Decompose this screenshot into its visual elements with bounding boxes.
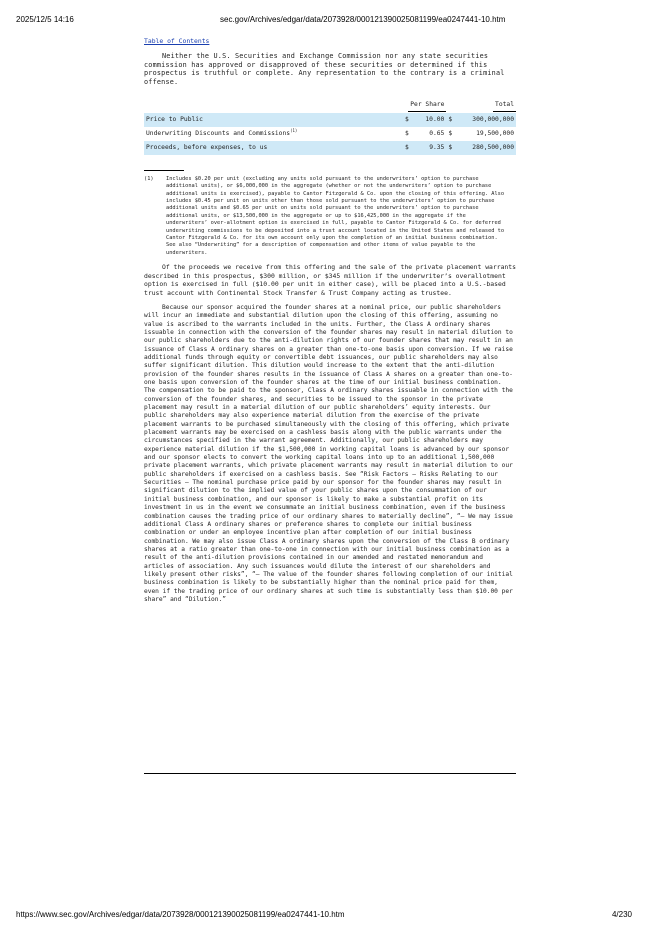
table-row bbox=[144, 113, 516, 127]
table-row bbox=[144, 141, 516, 155]
footnote-text: Includes $0.20 per unit (excluding any units sold pursuant to the underwriters’ option to purchase additional units), or $6,000,000 in the aggregate (whether or not the underwriters’ option to purchase additional units is exercised), payable to Cantor Fitzgerald & Co. upon the closing of this offering. Also includes $0.45 per unit on units other than those sold pursuant to the underwriters’ option to purchase additional units and $0.65 per unit on units sold pursuant to the underwriters’ option to purchase additional units, or $13,500,000 in the aggregate or up to $16,425,000 in the aggregate if the underwriters’ over-allotment option is exercised in full, payable to Cantor Fitzgerald & Co. for deferred underwriting commissions to be deposited into a trust account located in the United States and released to Cantor Fitzgerald & Co. for its own account only upon the completion of an initial business combination. See also “Underwriting” for a description of compensation and other items of value payable to the underwriters. bbox=[166, 175, 505, 256]
row-total: 300,000,000 bbox=[460, 113, 516, 127]
print-datetime: 2025/12/5 14:16 bbox=[16, 15, 74, 24]
footnote bbox=[144, 176, 516, 257]
row-total: 280,500,000 bbox=[460, 141, 516, 155]
table-of-contents-link[interactable]: Table of Contents bbox=[144, 37, 210, 45]
row-currency: $ bbox=[446, 141, 460, 155]
row-per-share: 9.35 bbox=[417, 141, 446, 155]
row-currency: $ bbox=[448, 129, 453, 137]
footnote-mark: (1) bbox=[144, 175, 154, 182]
trust-proceeds-paragraph: Of the proceeds we receive from this offering and the sale of the private placement warrants described in this prospectus, $300 million, or $345 million if the underwriter’s overallotment option is exercised in full ($10.00 per unit in either case), will be placed into a U.S.-based trust account with Continental Stock Transfer & Trust Company acting as trustee. bbox=[144, 263, 516, 297]
print-page-title: sec.gov/Archives/edgar/data/2073928/000121390025081199/ea0247441-10.htm bbox=[220, 15, 506, 24]
document-body bbox=[144, 37, 516, 604]
row-per-share: 10.00 bbox=[417, 113, 446, 127]
row-label: Price to Public bbox=[144, 113, 403, 127]
per-share-header: Per Share bbox=[408, 101, 446, 111]
total-header: Total bbox=[493, 101, 516, 111]
print-page-count: 4/230 bbox=[611, 910, 632, 919]
print-url: https://www.sec.gov/Archives/edgar/data/2073928/000121390025081199/ea0247441-10.htm bbox=[16, 910, 345, 919]
row-total: 19,500,000 bbox=[476, 129, 514, 137]
dilution-paragraph: Because our sponsor acquired the founder shares at a nominal price, our public shareholders will incur an immediate and substantial dilution upon the closing of this offering, assuming no value is ascribed to the warrants included in the units. Further, the Class A ordinary shares issuable in connection with the conversion of the founder shares may result in material dilution to our public shareholders due to the anti-dilution rights of our founder shares that may result in an issuance of Class A ordinary shares on a greater than one-to-one basis upon conversion. If we raise additional funds through equity or convertible debt issuances, our public shareholders may also suffer significant dilution. This dilution would increase to the extent that the anti-dilution provision of the founder shares results in the issuance of Class A shares on a greater than one-to-one basis upon conversion of the founder shares at the time of our initial business combination. The compensation to be paid to the sponsor, Class A ordinary shares issuable in connection with the conversion of the founder shares, and securities to be issued to the sponsor in the private placement may result in a material dilution of our public shareholders’ equity interests. Our public shareholders may also experience material dilution from the exercise of the private placement warrants to be purchased simultaneously with the closing of this offering, which private placement warrants may be exercised on a cashless basis along with the public warrants under the circumstances specified in the warrant agreement. Additionally, our public shareholders may experience material dilution if the $1,500,000 in working capital loans is advanced by our sponsor and our sponsor elects to convert the working capital loans into up to an additional 1,500,000 private placement warrants, which private placement warrants may result in material dilution to our public shareholders if exercised on a cashless basis. See “Risk Factors — Risks Relating to our Securities — The nominal purchase price paid by our sponsor for the founder shares may result in significant dilution to the implied value of your public shares upon the consummation of our initial business combination, and our sponsor is likely to make a substantial profit on its investment in us in the event we consummate an initial business combination, even if the business combination causes the trading price of our ordinary shares to materially decline”, “— We may issue additional Class A ordinary shares or preference shares to complete our initial business combination or under an employee incentive plan after completion of our initial business combination. We may also issue Class A ordinary shares upon the conversion of the Class B ordinary shares at a ratio greater than one-to-one in connection with our initial business combination as a result of the anti-dilution provisions contained in our amended and restated memorandum and articles of association. Any such issuances would dilute the interest of our shareholders and likely present other risks”, “— The value of the founder shares following completion of our initial business combination is likely to be substantially higher than the nominal price paid for them, even if the trading price of our ordinary shares at such time is substantially less than $10.00 per share” and “Dilution.” bbox=[144, 303, 513, 603]
row-currency: $ bbox=[403, 141, 417, 155]
footnote-ref: (1) bbox=[290, 127, 298, 133]
row-currency: $ bbox=[405, 129, 409, 137]
table-row bbox=[144, 127, 516, 141]
row-currency: $ bbox=[446, 113, 460, 127]
row-label: Proceeds, before expenses, to us bbox=[144, 141, 403, 155]
table-header-row bbox=[144, 101, 516, 112]
sec-disclaimer-paragraph: Neither the U.S. Securities and Exchange Commission nor any state securities commission has approved or disapproved of these securities or determined if this prospectus is truthful or complete. Any representation to the contrary is a criminal offense. bbox=[144, 52, 505, 86]
page-end-divider bbox=[144, 773, 516, 774]
footnote-divider bbox=[144, 170, 184, 171]
offering-price-table bbox=[144, 101, 516, 154]
row-label: Underwriting Discounts and Commissions bbox=[146, 129, 291, 137]
row-label-cell bbox=[144, 127, 403, 141]
row-per-share: 0.65 bbox=[429, 129, 445, 137]
row-currency: $ bbox=[403, 113, 417, 127]
